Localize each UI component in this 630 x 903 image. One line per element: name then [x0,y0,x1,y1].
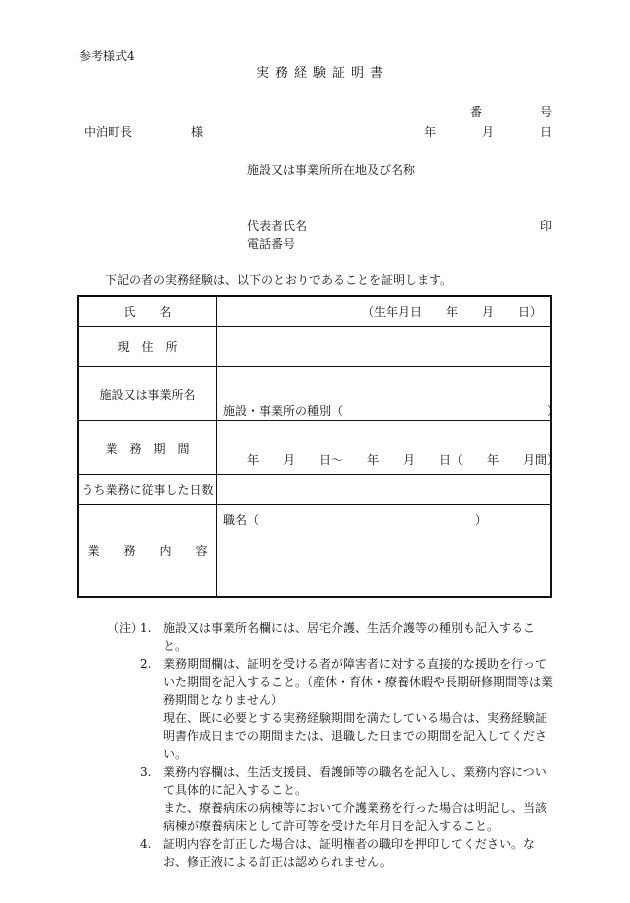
addressee: 中泊町長 [84,125,133,139]
note-item-3 [107,763,557,835]
date-year: 年 [424,125,437,139]
phone-label: 電話番号 [247,237,296,251]
note-item-2 [107,655,557,763]
name-cell[interactable] [217,296,552,326]
facility-location-label: 施設又は事業所所在地及び名称 [247,163,416,177]
note-text: また、療養病床の病棟等において介護業務を行った場合は明記し、当該病棟が療養病床として許可等を受けた年月日を記入すること。 [163,801,548,833]
note-text: 業務内容欄は、生活支援員、看護師等の職名を記入し、業務内容について具体的に記入すること。 [163,765,547,797]
date-day: 日 [540,125,553,139]
note-item-1 [107,619,557,655]
facility-type-text: 施設・事業所の種別（ ） [223,403,560,418]
experience-table [77,295,560,598]
date-month: 月 [482,125,495,139]
facility-label-text: 施設又は事業所名 [99,387,196,402]
document-title: 実務経験証明書 [256,66,390,81]
period-cell[interactable] [217,420,560,474]
note-number: 3. [140,765,152,779]
days-label: うち業務に従事した日数 [78,474,217,504]
note-text: 施設又は事業所名欄には、居宅介護、生活介護等の種別も記入すること。 [163,621,536,653]
note-number: 1. [140,621,152,635]
birth-date-text: （生年月日 年 月 日） [361,305,542,319]
honorific: 様 [191,125,204,139]
period-row [78,420,551,474]
representative-label: 代表者氏名 [247,219,308,233]
period-label-text: 業 務 期 間 [105,441,190,456]
notes-head: （注） [107,621,144,635]
address-cell[interactable] [217,326,552,366]
duties-label: 業 務 内 容 [78,504,217,597]
period-text: 年 月 日〜 年 月 日（ 年 月間） [247,452,560,467]
name-row [78,296,551,326]
period-label [78,420,217,474]
note-number: 4. [140,837,152,851]
note-text: 業務期間欄は、証明を受ける者が障害者に対する直接的な援助を行っていた期間を記入すること。（産休・育休・療養休暇や長期研修期間等は業務期間となりません） [163,657,554,707]
certification-statement: 下記の者の実務経験は、以下のとおりであることを証明します。 [105,273,453,287]
name-label: 氏 名 [78,296,217,326]
job-title-text: 職名（ ） [223,512,488,527]
note-text: 証明内容を訂正した場合は、証明権者の職印を押印してください。なお、修正液による訂正は認められません。 [163,837,536,869]
address-row [78,326,551,366]
number-label: 番 [470,105,483,119]
seal-label: 印 [540,219,553,233]
days-row [78,474,551,504]
note-number: 2. [140,657,152,671]
note-text: 現在、既に必要とする実務経験期間を満たしている場合は、実務経験証明書作成日までの期間または、退職した日までの期間を記入してください。 [163,711,548,761]
facility-row [78,366,551,420]
duties-cell[interactable] [217,504,552,597]
notes-section [107,619,557,871]
days-cell[interactable] [217,474,552,504]
facility-label [78,366,217,420]
address-label: 現 住 所 [78,326,217,366]
facility-cell[interactable] [217,366,560,420]
note-item-4 [107,835,557,871]
number-suffix: 号 [540,105,553,119]
duties-row [78,504,551,597]
form-reference: 参考様式4 [79,49,135,63]
